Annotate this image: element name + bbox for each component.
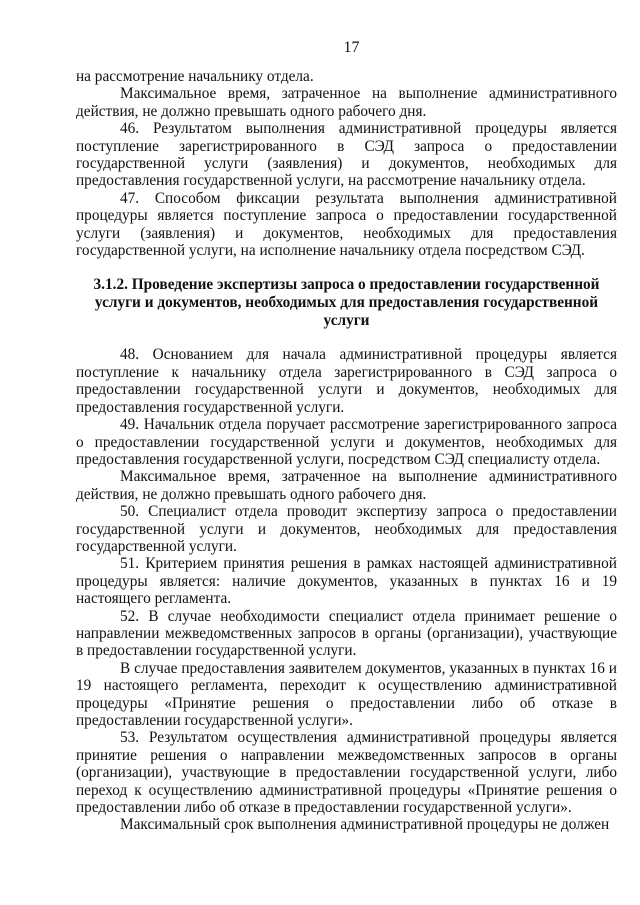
paragraph-47: 47. Способом фиксации результата выполнения административной процедуры является поступление запроса о предоставлении государственной услуги (заявления) и документов, необходимых для предоставления государственной услуги, на исполнение начальнику отдела посредством СЭД.	[76, 189, 617, 260]
paragraph-53: 53. Результатом осуществления административной процедуры является принятие решения о направлении межведомственных запросов в органы (организации), участвующие в предоставлении государственной услуги, либо переход к осуществлению административной процедуры «Принятие решения о предоставлении либо об отказе в предоставлении государственной услуги».	[76, 729, 617, 817]
paragraph: Максимальное время, затраченное на выполнение административного действия, не должно превышать одного рабочего дня.	[76, 468, 617, 503]
paragraph-52: 52. В случае необходимости специалист отдела принимает решение о направлении межведомственных запросов в органы (организации), участвующие в предоставлении государственной услуги.	[76, 607, 617, 660]
paragraph: на рассмотрение начальнику отдела.	[76, 68, 314, 85]
paragraph: Максимальное время, затраченное на выполнение административного действия, не должно превышать одного рабочего дня.	[76, 85, 617, 120]
paragraph-49: 49. Начальник отдела поручает рассмотрение зарегистрированного запроса о предоставлении государственной услуги и документов, необходимых для предоставления государственной услуги, посредством СЭД специалисту отдела.	[76, 416, 617, 468]
paragraph: В случае предоставления заявителем документов, указанных в пунктах 16 и 19 настоящего регламента, переходит к осуществлению административной процедуры «Принятие решения о предоставлении либо об отказе в предоставлении государственной услуги».	[76, 659, 617, 729]
paragraphs-top	[76, 68, 617, 259]
paragraph-46: 46. Результатом выполнения административной процедуры является поступление зарегистрированного в СЭД запроса о предоставлении государственной услуги (заявления) и документов, необходимых для предоставления государственной услуги, на рассмотрение начальнику отдела.	[76, 120, 617, 190]
paragraph-48: 48. Основанием для начала административной процедуры является поступление к начальнику отдела зарегистрированного в СЭД запроса о предоставлении государственной услуги и документов, необходимых для предоставления государственной услуги.	[76, 346, 617, 416]
paragraph-51: 51. Критерием принятия решения в рамках настоящей административной процедуры является: наличие документов, указанных в пунктах 16 и 19 настоящего регламента.	[76, 555, 617, 608]
paragraphs-bottom	[76, 346, 617, 833]
section-heading: 3.1.2. Проведение экспертизы запроса о предоставлении государственной услуги и документов, необходимых для предоставления государственной услуги	[93, 276, 600, 330]
paragraph-50: 50. Специалист отдела проводит экспертизу запроса о предоставлении государственной услуги и документов, необходимых для предоставления государственной услуги.	[76, 503, 617, 555]
paragraph: Максимальный срок выполнения административной процедуры не должен	[120, 816, 610, 834]
page-number: 17	[343, 39, 360, 56]
